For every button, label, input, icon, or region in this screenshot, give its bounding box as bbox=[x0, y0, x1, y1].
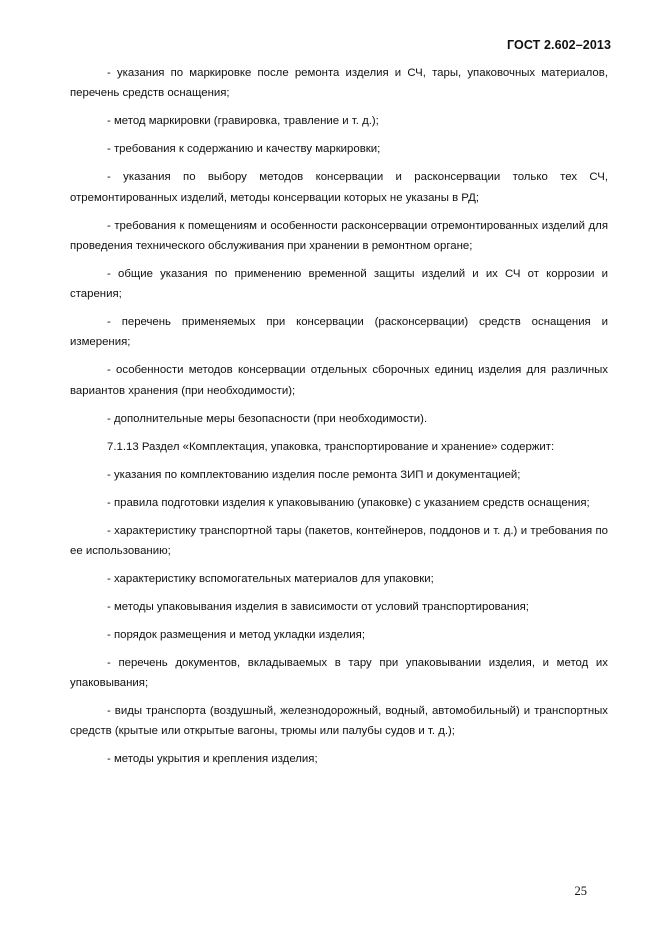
paragraph-assembly-conservation: - особенности методов консервации отдельных сборочных единиц изделия для различных вариантов хранения (при необходимости); bbox=[70, 364, 608, 397]
paragraph-packing-methods: - методы упаковывания изделия в зависимости от условий транспортирования; bbox=[107, 600, 529, 613]
paragraph-premises-requirements: - требования к помещениям и особенности расконсервации отремонтированных изделий для проведения технического обслуживания при хранении в ремонтном органе; bbox=[70, 219, 608, 252]
paragraph-completion-instructions: - указания по комплектованию изделия после ремонта ЗИП и документацией; bbox=[107, 468, 521, 481]
page-number: 25 bbox=[574, 884, 587, 898]
paragraph-corrosion-protection: - общие указания по применению временной защиты изделий и их СЧ от коррозии и старения; bbox=[70, 267, 608, 301]
paragraph-conservation-methods: - указания по выбору методов консервации и расконсервации только тех СЧ, отремонтированных изделий, методы консервации которых не указаны в РД; bbox=[70, 171, 608, 204]
paragraph-packing-preparation: - правила подготовки изделия к упаковыванию (упаковке) с указанием средств оснащения; bbox=[107, 496, 590, 509]
paragraph-placement-order: - порядок размещения и метод укладки изделия; bbox=[107, 628, 365, 641]
paragraph-marking-method: - метод маркировки (гравировка, травление и т. д.); bbox=[107, 115, 379, 128]
paragraph-covering-fastening: - методы укрытия и крепления изделия; bbox=[107, 753, 318, 766]
document-body bbox=[70, 63, 608, 777]
paragraph-auxiliary-materials: - характеристику вспомогательных материалов для упаковки; bbox=[107, 572, 434, 585]
paragraph-conservation-equipment: - перечень применяемых при консервации (расконсервации) средств оснащения и измерения; bbox=[70, 316, 608, 349]
paragraph-enclosed-documents: - перечень документов, вкладываемых в тару при упаковывании изделия, и метод их упаковывания; bbox=[70, 656, 608, 690]
paragraph-transport-container: - характеристику транспортной тары (пакетов, контейнеров, поддонов и т. д.) и требования по ее использованию; bbox=[70, 524, 608, 557]
standard-header: ГОСТ 2.602–2013 bbox=[506, 38, 611, 52]
paragraph-marking-quality: - требования к содержанию и качеству маркировки; bbox=[107, 143, 381, 156]
paragraph-safety-measures: - дополнительные меры безопасности (при необходимости). bbox=[107, 412, 428, 425]
paragraph-transport-types: - виды транспорта (воздушный, железнодорожный, водный, автомобильный) и транспортных средств (крытые или открытые вагоны, трюмы или палубы судов и т. д.); bbox=[70, 705, 608, 738]
paragraph-section-heading: 7.1.13 Раздел «Комплектация, упаковка, транспортирование и хранение» содержит: bbox=[107, 440, 555, 453]
paragraph-marking-instructions: - указания по маркировке после ремонта изделия и СЧ, тары, упаковочных материалов, перечень средств оснащения; bbox=[70, 67, 608, 100]
